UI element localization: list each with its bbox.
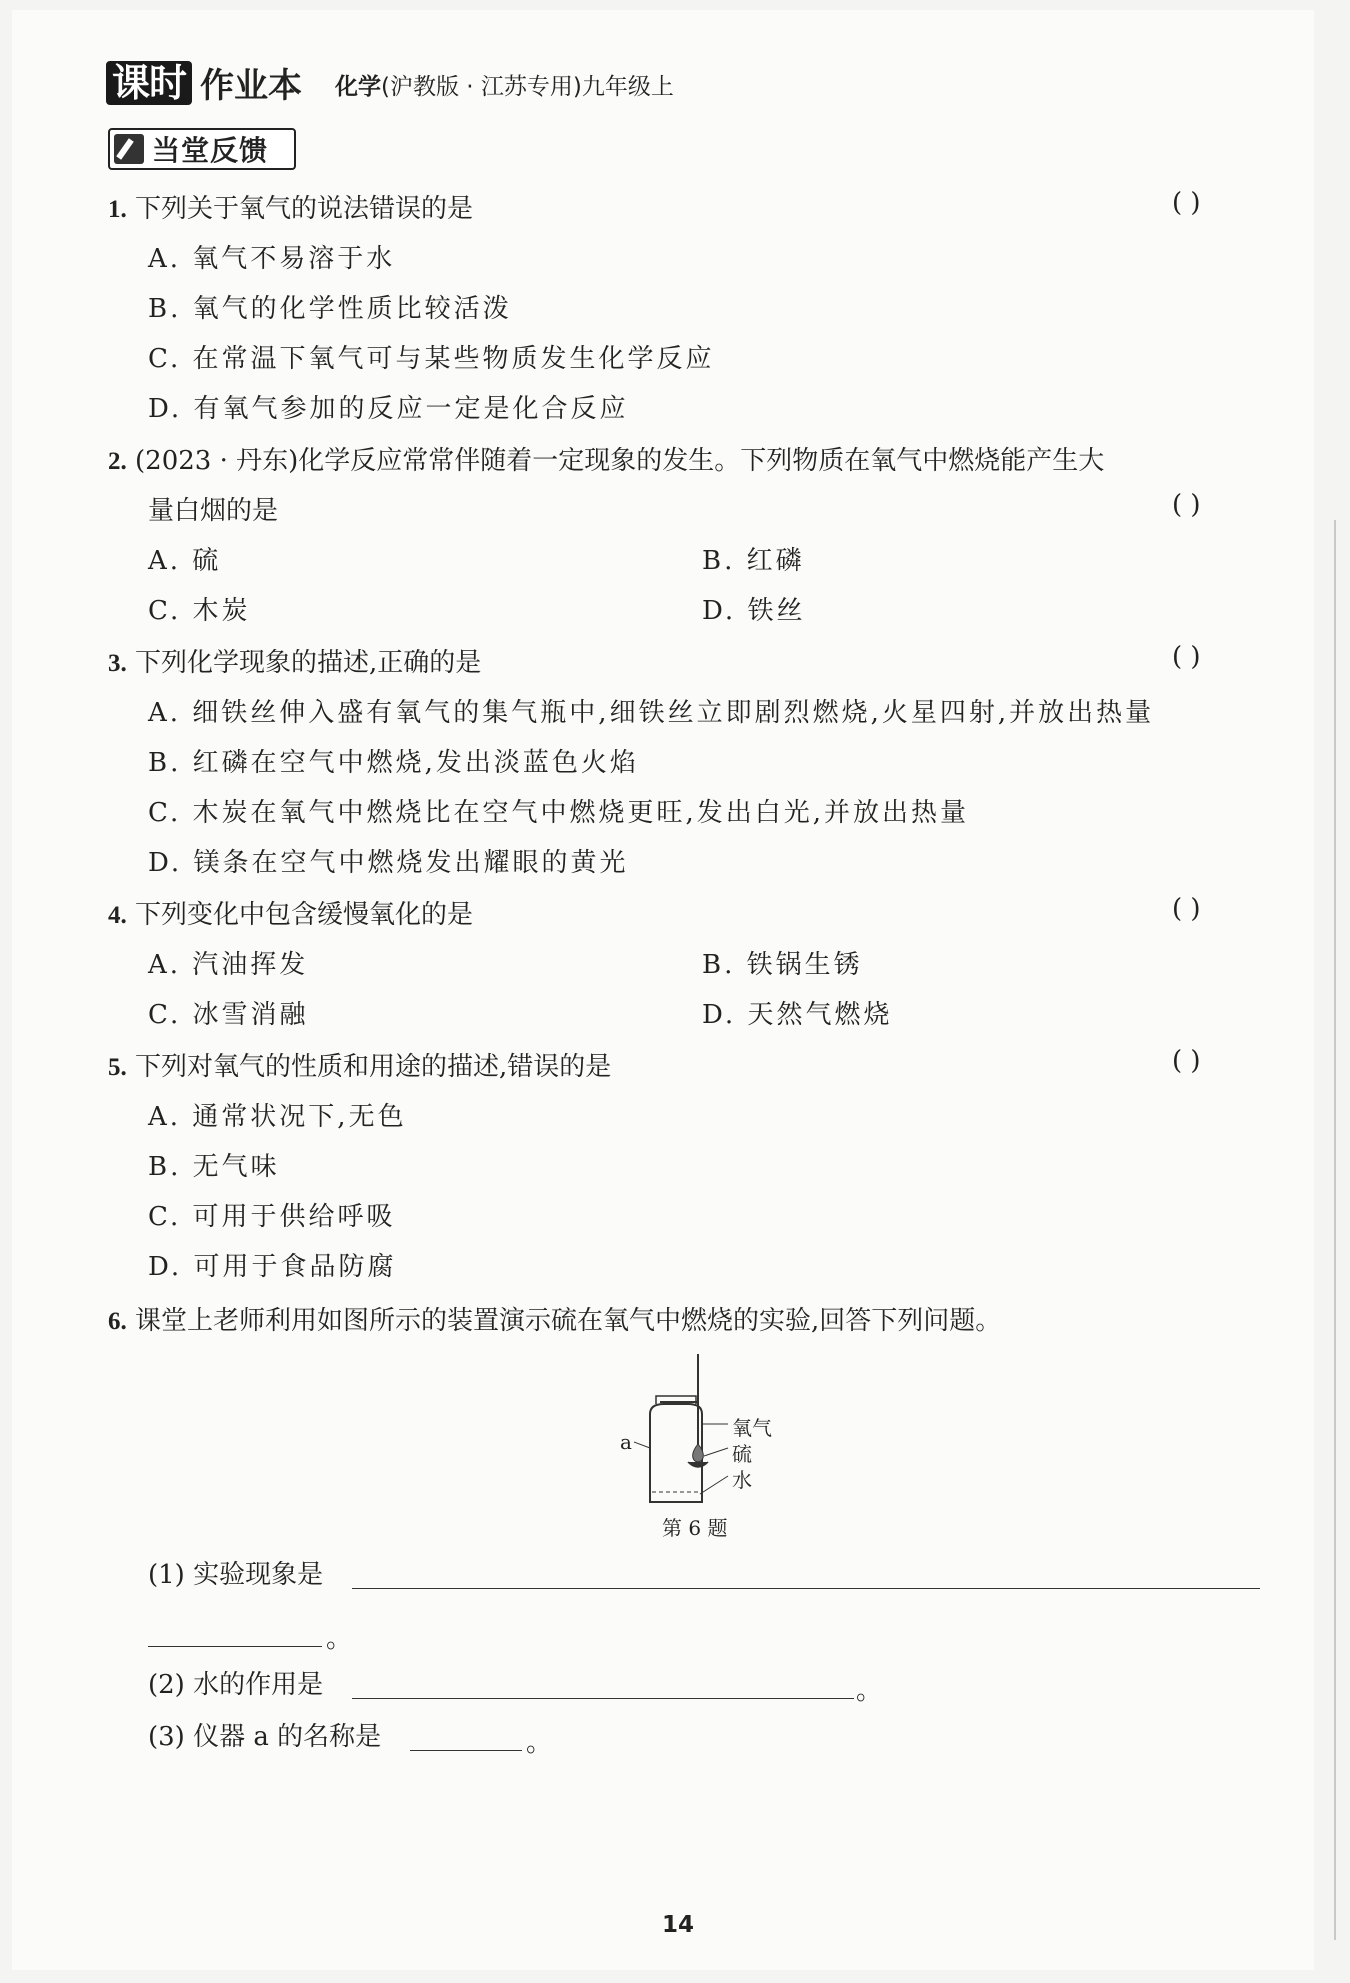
edition-label: (沪教版 · 江苏专用)九年级上	[381, 74, 674, 100]
option-d: D. 有氧气参加的反应一定是化合反应	[148, 394, 629, 424]
pencil-icon	[114, 134, 144, 164]
option-d: D. 镁条在空气中燃烧发出耀眼的黄光	[148, 848, 629, 878]
leader-water	[700, 1476, 728, 1494]
question-text: 课堂上老师利用如图所示的装置演示硫在氧气中燃烧的实验,回答下列问题。	[135, 1306, 1002, 1336]
question-3	[108, 642, 481, 679]
answer-parentheses[interactable]: ( )	[1172, 188, 1201, 218]
option-a: A. 硫	[148, 546, 222, 576]
question-6	[108, 1300, 1001, 1337]
book-subtitle	[335, 68, 674, 101]
subquestion-2: (2) 水的作用是	[148, 1670, 324, 1700]
answer-blank-3[interactable]	[410, 1750, 522, 1751]
question-5	[108, 1046, 611, 1083]
option-b: B. 氧气的化学性质比较活泼	[148, 294, 512, 324]
option-c: C. 在常温下氧气可与某些物质发生化学反应	[148, 344, 715, 374]
brand-logo	[106, 58, 302, 107]
spoon-bowl	[688, 1462, 708, 1467]
option-c: C. 木炭	[148, 596, 251, 626]
option-b: B. 红磷	[702, 546, 805, 576]
question-text: (2023 · 丹东)化学反应常常伴随着一定现象的发生。下列物质在氧气中燃烧能产生大	[135, 446, 1105, 476]
option-a: A. 氧气不易溶于水	[148, 244, 396, 274]
page-edge	[1334, 520, 1336, 1940]
subject-label: 化学	[335, 74, 381, 100]
question-number: 2.	[108, 448, 127, 475]
option-b: B. 红磷在空气中燃烧,发出淡蓝色火焰	[148, 748, 639, 778]
answer-blank-1a[interactable]	[352, 1588, 1260, 1589]
page-number: 14	[662, 1912, 695, 1938]
option-c: C. 冰雪消融	[148, 1000, 309, 1030]
question-text: 下列变化中包含缓慢氧化的是	[135, 900, 474, 930]
label-a: a	[620, 1430, 632, 1454]
option-a: A. 细铁丝伸入盛有氧气的集气瓶中,细铁丝立即剧烈燃烧,火星四射,并放出热量	[148, 698, 1155, 728]
logo-box: 课时	[106, 61, 192, 105]
question-2	[108, 440, 1104, 477]
question-4	[108, 894, 473, 931]
option-a: A. 通常状况下,无色	[148, 1102, 407, 1132]
question-1	[108, 188, 473, 225]
section-tag	[108, 128, 296, 170]
subquestion-3: (3) 仪器 a 的名称是	[148, 1722, 382, 1752]
option-b: B. 铁锅生锈	[702, 950, 863, 980]
answer-parentheses[interactable]: ( )	[1172, 490, 1201, 520]
answer-parentheses[interactable]: ( )	[1172, 894, 1201, 924]
label-water: 水	[732, 1468, 752, 1492]
question-text: 下列关于氧气的说法错误的是	[135, 194, 474, 224]
question-text-line2: 量白烟的是	[148, 496, 279, 526]
period: 。	[856, 1676, 883, 1706]
subquestion-1: (1) 实验现象是	[148, 1560, 324, 1590]
leader-sulfur	[704, 1448, 728, 1456]
question-text: 下列对氧气的性质和用途的描述,错误的是	[135, 1052, 612, 1082]
option-d: D. 可用于食品防腐	[148, 1252, 397, 1282]
leader-a	[634, 1442, 650, 1448]
section-title: 当堂反馈	[152, 134, 269, 167]
option-d: D. 铁丝	[702, 596, 806, 626]
figure-caption: 第 6 题	[662, 1516, 728, 1540]
answer-blank-2[interactable]	[352, 1698, 854, 1699]
question-text: 下列化学现象的描述,正确的是	[135, 648, 482, 678]
gas-jar-figure	[620, 1352, 800, 1542]
label-oxygen: 氧气	[732, 1416, 772, 1440]
label-sulfur: 硫	[732, 1442, 752, 1466]
question-number: 4.	[108, 902, 127, 929]
question-number: 3.	[108, 650, 127, 677]
period: 。	[526, 1728, 553, 1758]
option-c: C. 木炭在氧气中燃烧比在空气中燃烧更旺,发出白光,并放出热量	[148, 798, 970, 828]
question-number: 1.	[108, 196, 127, 223]
logo-text: 作业本	[200, 66, 303, 106]
question-number: 5.	[108, 1054, 127, 1081]
option-d: D. 天然气燃烧	[702, 1000, 893, 1030]
period: 。	[326, 1624, 353, 1654]
answer-parentheses[interactable]: ( )	[1172, 1046, 1201, 1076]
question-number: 6.	[108, 1308, 127, 1335]
answer-parentheses[interactable]: ( )	[1172, 642, 1201, 672]
option-a: A. 汽油挥发	[148, 950, 309, 980]
option-c: C. 可用于供给呼吸	[148, 1202, 396, 1232]
answer-blank-1b[interactable]	[148, 1646, 322, 1647]
option-b: B. 无气味	[148, 1152, 280, 1182]
